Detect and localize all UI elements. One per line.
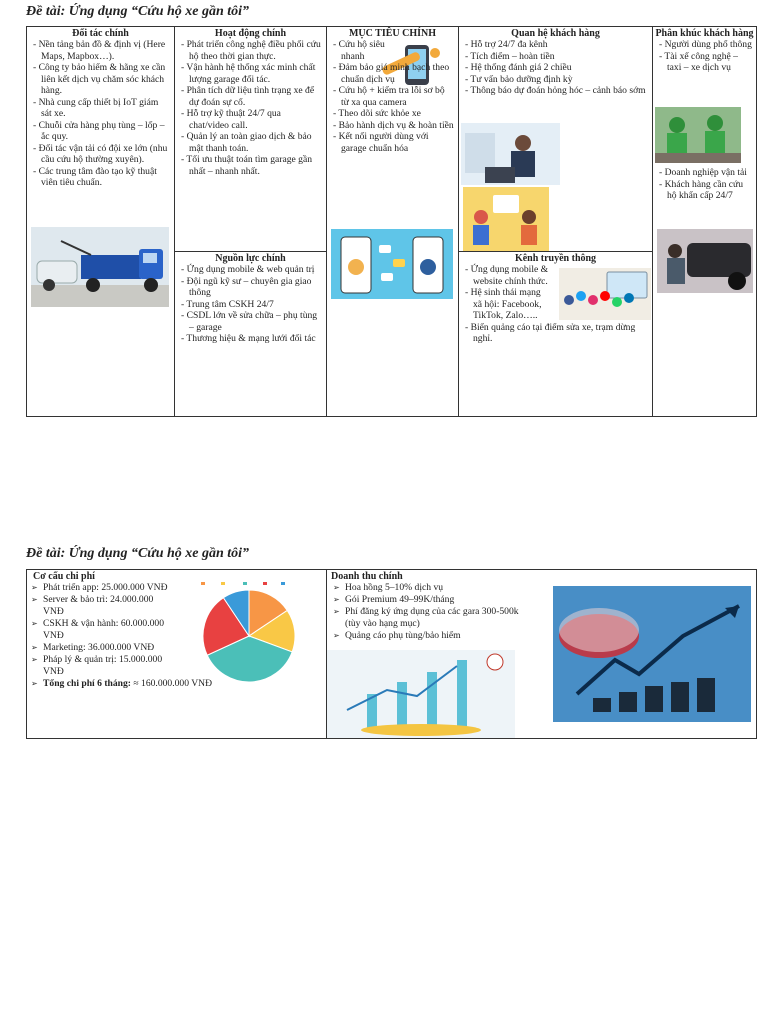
list-item: - Phát triển công nghệ điều phối cứu hộ theo thời gian thực. — [181, 39, 321, 62]
coin-growth-image — [327, 650, 515, 738]
list-item: ➢ Phát triển app: 25.000.000 VNĐ — [31, 582, 173, 594]
list-item: - Phân tích dữ liệu tình trạng xe để dự đoán sự cố. — [181, 85, 315, 108]
revenue-heading: Doanh thu chính — [331, 571, 403, 582]
customer-segments-list-b — [653, 167, 756, 202]
section1-title: Đề tài: Ứng dụng “Cứu hộ xe gần tôi” — [26, 4, 250, 19]
list-item: - CSDL lớn về sửa chữa – phụ tùng – garage — [181, 310, 318, 333]
list-item: ➢ Hoa hồng 5–10% dịch vụ — [333, 582, 523, 594]
list-item: - Hỗ trợ kỹ thuật 24/7 qua chat/video call. — [181, 108, 281, 131]
list-item: - Nền tảng bản đồ & định vị (Here Maps, Mapbox…). — [33, 39, 166, 62]
list-item: - Thương hiệu & mạng lưới đối tác — [181, 333, 316, 344]
total-item — [31, 678, 213, 690]
motorbike-drivers-image — [655, 107, 741, 163]
key-partners-list — [27, 39, 174, 189]
list-item: - Hỗ trợ 24/7 đa kênh — [465, 39, 548, 50]
cost-structure-heading: Cơ cấu chi phí — [33, 571, 95, 582]
list-item: ➢ Pháp lý & quản trị: 15.000.000 VNĐ — [31, 654, 173, 678]
channels-list-b — [459, 322, 652, 345]
key-activities-column — [175, 27, 327, 416]
list-item: - Đảm bảo giá minh bạch theo chuẩn dịch vụ — [333, 62, 450, 85]
list-item: - Khách hàng cần cứu hộ khẩn cấp 24/7 — [659, 178, 744, 201]
list-item: - Trung tâm CSKH 24/7 — [181, 298, 274, 310]
value-proposition-list-top — [327, 39, 458, 62]
value-proposition-heading: MỤC TIÊU CHÍNH — [348, 28, 437, 39]
cost-list — [27, 582, 213, 690]
list-item: - Người dùng phổ thông — [659, 39, 752, 50]
list-item: - Doanh nghiệp vận tải — [659, 167, 747, 178]
social-media-image — [559, 268, 651, 320]
pie-slices — [203, 590, 295, 682]
cost-structure-column — [27, 570, 327, 738]
revenue-column — [327, 570, 756, 738]
key-partners-heading: Đối tác chính — [72, 28, 129, 39]
chat-phones-image — [331, 229, 453, 299]
total-value: ≈ 160.000.000 VNĐ — [130, 678, 213, 689]
value-proposition-list-mid — [327, 62, 458, 154]
customer-segments-column — [653, 27, 756, 416]
customer-relationships-column — [459, 27, 653, 416]
list-item: - Các trung tâm đào tạo kỹ thuật viên tiêu chuẩn. — [33, 165, 157, 188]
key-resources-heading: Nguồn lực chính — [215, 253, 286, 264]
list-item: - Bảo hành dịch vụ & hoàn tiền — [333, 119, 454, 131]
finance-canvas — [26, 569, 757, 739]
list-item: - Theo dõi sức khỏe xe — [333, 108, 421, 119]
revenue-list — [327, 582, 527, 642]
total-label: Tổng chi phí 6 tháng: — [43, 678, 131, 689]
list-item: - Cứu hộ siêu nhanh — [333, 39, 385, 62]
support-agent-image — [461, 123, 560, 185]
list-item: - Ứng dụng mobile & web quản trị — [181, 264, 315, 275]
list-item: - Vận hành hệ thống xác minh chất lượng garage đối tác. — [181, 62, 316, 85]
list-item: - Đội ngũ kỹ sư – chuyên gia giao thông — [181, 275, 312, 298]
list-item: - Tối ưu thuật toán tìm garage gần nhất – nhanh nhất. — [181, 154, 313, 177]
list-item: - Hệ sinh thái mạng xã hội: Facebook, TikTok, Zalo….. — [465, 287, 542, 321]
list-item: ➢ Server & bảo trì: 24.000.000 VNĐ — [31, 594, 173, 618]
channels-heading: Kênh truyền thông — [514, 253, 597, 264]
list-item: - Tư vấn bảo dưỡng định kỳ — [465, 73, 573, 85]
list-item: - Kết nối người dùng với garage chuẩn hóa — [333, 131, 429, 154]
value-proposition-column — [327, 27, 459, 416]
list-item: - Biển quảng cáo tại điểm sửa xe, trạm dừng nghỉ. — [465, 321, 636, 344]
key-partners-column — [27, 27, 175, 416]
list-item: - Tài xế công nghệ – taxi – xe dịch vụ — [659, 50, 738, 73]
list-item: - Thông báo dự đoán hỏng hóc – cảnh báo sớm — [465, 85, 646, 96]
customer-segments-heading: Phân khúc khách hàng — [655, 28, 754, 39]
list-item: ➢ CSKH & vận hành: 60.000.000 VNĐ — [31, 618, 173, 642]
list-item: - Đối tác vận tải có đội xe lớn (nhu cầu cứu hộ thường xuyên). — [33, 142, 168, 165]
list-item: - Chuỗi cửa hàng phụ tùng – lốp – ắc quy. — [33, 119, 165, 142]
key-activities-heading: Hoạt động chính — [214, 28, 287, 39]
key-activities-list — [175, 39, 326, 177]
list-item: - Quản lý an toàn giao dịch & bảo mật thanh toán. — [181, 131, 312, 154]
list-item: ➢ Phí đăng ký ứng dụng của các gara 300-500k (tùy vào hạng mục) — [333, 606, 523, 630]
list-item: - Tích điểm – hoàn tiền — [465, 50, 555, 62]
cost-pie-chart — [199, 580, 299, 688]
list-item: - Hệ thống đánh giá 2 chiều — [465, 62, 572, 73]
customer-relationships-heading: Quan hệ khách hàng — [511, 28, 600, 39]
pie-legend-swatches — [201, 582, 285, 585]
broken-car-image — [657, 229, 753, 293]
business-model-canvas — [26, 26, 757, 417]
list-item: - Ứng dụng mobile & website chính thức. — [465, 264, 549, 287]
customer-segments-list-a — [653, 39, 756, 74]
list-item: - Công ty bảo hiểm & hãng xe cần liên kết dịch vụ chăm sóc khách hàng. — [33, 62, 166, 96]
list-item: ➢ Gói Premium 49–99K/tháng — [333, 594, 523, 606]
key-resources-block — [175, 252, 326, 345]
list-item: ➢ Quảng cáo phụ tùng/bảo hiểm — [333, 630, 523, 642]
tow-truck-image — [31, 227, 169, 307]
team-illustration-image — [463, 187, 549, 251]
channels-block — [459, 252, 652, 345]
list-item: - Cứu hộ + kiểm tra lỗi sơ bộ từ xa qua camera — [333, 85, 445, 108]
finance-graph-image — [553, 586, 751, 722]
list-item: - Nhà cung cấp thiết bị IoT giám sát xe. — [33, 96, 159, 119]
customer-relationships-list — [459, 39, 652, 97]
section2-title: Đề tài: Ứng dụng “Cứu hộ xe gần tôi” — [26, 546, 250, 561]
list-item: ➢ Marketing: 36.000.000 VNĐ — [31, 642, 173, 654]
key-resources-list — [175, 264, 326, 345]
